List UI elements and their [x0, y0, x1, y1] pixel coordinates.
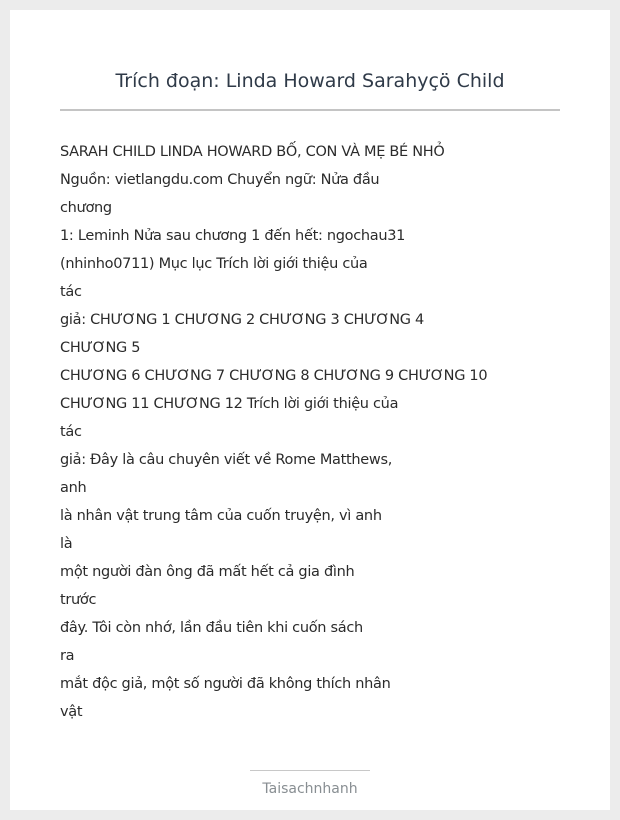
footer-divider: [250, 770, 370, 771]
excerpt-line: giả: Đây là câu chuyên viết về Rome Matthews,: [60, 452, 393, 468]
page-title: Trích đoạn: Linda Howard Sarahyçö Child: [115, 70, 505, 92]
excerpt-line: tác: [60, 284, 82, 300]
excerpt-line: anh: [60, 480, 87, 496]
excerpt-line: 1: Leminh Nửa sau chương 1 đến hết: ngochau31: [60, 228, 406, 244]
excerpt-line: chương: [60, 200, 112, 216]
site-name-footer[interactable]: Taisachnhanh: [262, 781, 358, 797]
excerpt-line: giả: CHƯƠNG 1 CHƯƠNG 2 CHƯƠNG 3 CHƯƠNG 4: [60, 312, 424, 328]
excerpt-line: CHƯƠNG 5: [60, 340, 141, 356]
excerpt-line: một người đàn ông đã mất hết cả gia đình: [60, 564, 355, 580]
excerpt-line: là nhân vật trung tâm của cuốn truyện, vì anh: [60, 508, 382, 524]
excerpt-line: Nguồn: vietlangdu.com Chuyển ngữ: Nửa đầu: [60, 172, 380, 188]
excerpt-line: mắt độc giả, một số người đã không thích nhân: [60, 676, 391, 692]
excerpt-line: trước: [60, 592, 97, 608]
excerpt-line: tác: [60, 424, 82, 440]
title-divider: [60, 109, 560, 111]
excerpt-line: (nhinho0711) Mục lục Trích lời giới thiệu của: [60, 256, 368, 272]
excerpt-line: vật: [60, 704, 83, 720]
excerpt-line: là: [60, 536, 73, 552]
excerpt-line: CHƯƠNG 6 CHƯƠNG 7 CHƯƠNG 8 CHƯƠNG 9 CHƯƠNG 10: [60, 368, 488, 384]
excerpt-line: đây. Tôi còn nhớ, lần đầu tiên khi cuốn sách: [60, 620, 363, 636]
excerpt-line: CHƯƠNG 11 CHƯƠNG 12 Trích lời giới thiệu của: [60, 396, 399, 412]
excerpt-line: SARAH CHILD LINDA HOWARD BỐ, CON VÀ MẸ BÉ NHỎ: [60, 144, 445, 160]
excerpt-line: ra: [60, 648, 75, 664]
excerpt-body: [60, 138, 520, 726]
